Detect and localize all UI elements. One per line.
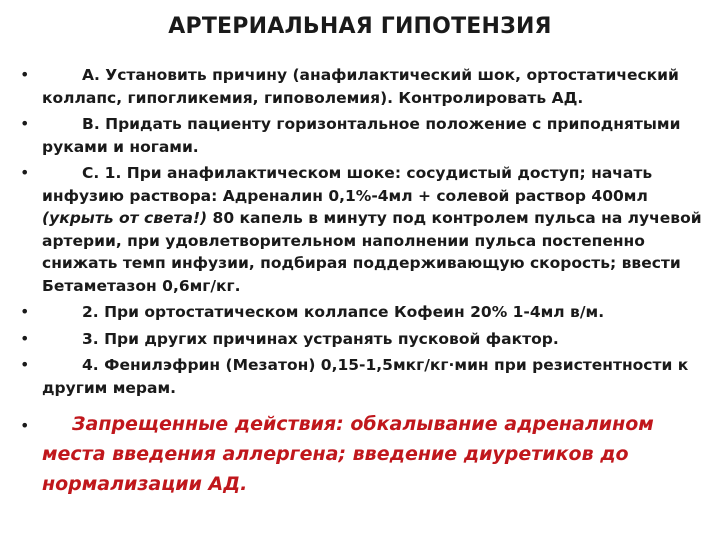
list-item <box>20 328 710 351</box>
item-text-3: 3. При других причинах устранять пусковой фактор. <box>82 329 559 348</box>
slide-title: АРТЕРИАЛЬНАЯ ГИПОТЕНЗИЯ <box>168 14 552 39</box>
bullet-icon: • <box>20 355 30 374</box>
bullet-icon: • <box>20 416 30 435</box>
bullet-icon: • <box>20 328 30 348</box>
item-text-c-italic: (укрыть от света!) <box>42 209 208 227</box>
bullet-icon: • <box>20 114 30 133</box>
list-item-warning <box>20 409 710 499</box>
item-text-a: А. Установить причину (анафилактический шок, ортостатический коллапс, гипогликемия, гиповолемия). Контролировать АД. <box>42 66 679 107</box>
warning-text: Запрещенные действия: обкалывание адреналином места введения аллергена; введение диуретиков до нормализации АД. <box>42 413 654 495</box>
bullet-icon: • <box>20 65 30 84</box>
item-text-4: 4. Фенилэфрин (Мезатон) 0,15-1,5мкг/кг·мин при резистентности к другим мерам. <box>42 356 689 397</box>
item-text-2: 2. При ортостатическом коллапсе Кофеин 20% 1-4мл в/м. <box>82 303 605 321</box>
item-text-c-part2: 80 капель в минуту под контролем пульса на лучевой артерии, при удовлетворительном наполнении пульса постепенно снижать темп инфузии, подбирая поддерживающую скорость; ввести Бетаметазон 0,6мг/кг. <box>42 209 702 295</box>
list-item <box>20 64 710 109</box>
bullet-icon: • <box>20 302 30 321</box>
item-text-b: В. Придать пациенту горизонтальное положение с приподнятыми руками и ногами. <box>42 115 681 156</box>
bullet-icon: • <box>20 163 30 182</box>
item-text-c <box>42 162 710 297</box>
list-item <box>20 162 710 297</box>
bullet-list <box>20 64 710 503</box>
list-item <box>20 301 710 324</box>
list-item <box>20 354 710 399</box>
item-text-c-part1: С. 1. При анафилактическом шоке: сосудистый доступ; начать инфузию раствора: Адреналин 0,1%-4мл + солевой раствор 400мл <box>42 164 653 205</box>
list-item <box>20 113 710 158</box>
